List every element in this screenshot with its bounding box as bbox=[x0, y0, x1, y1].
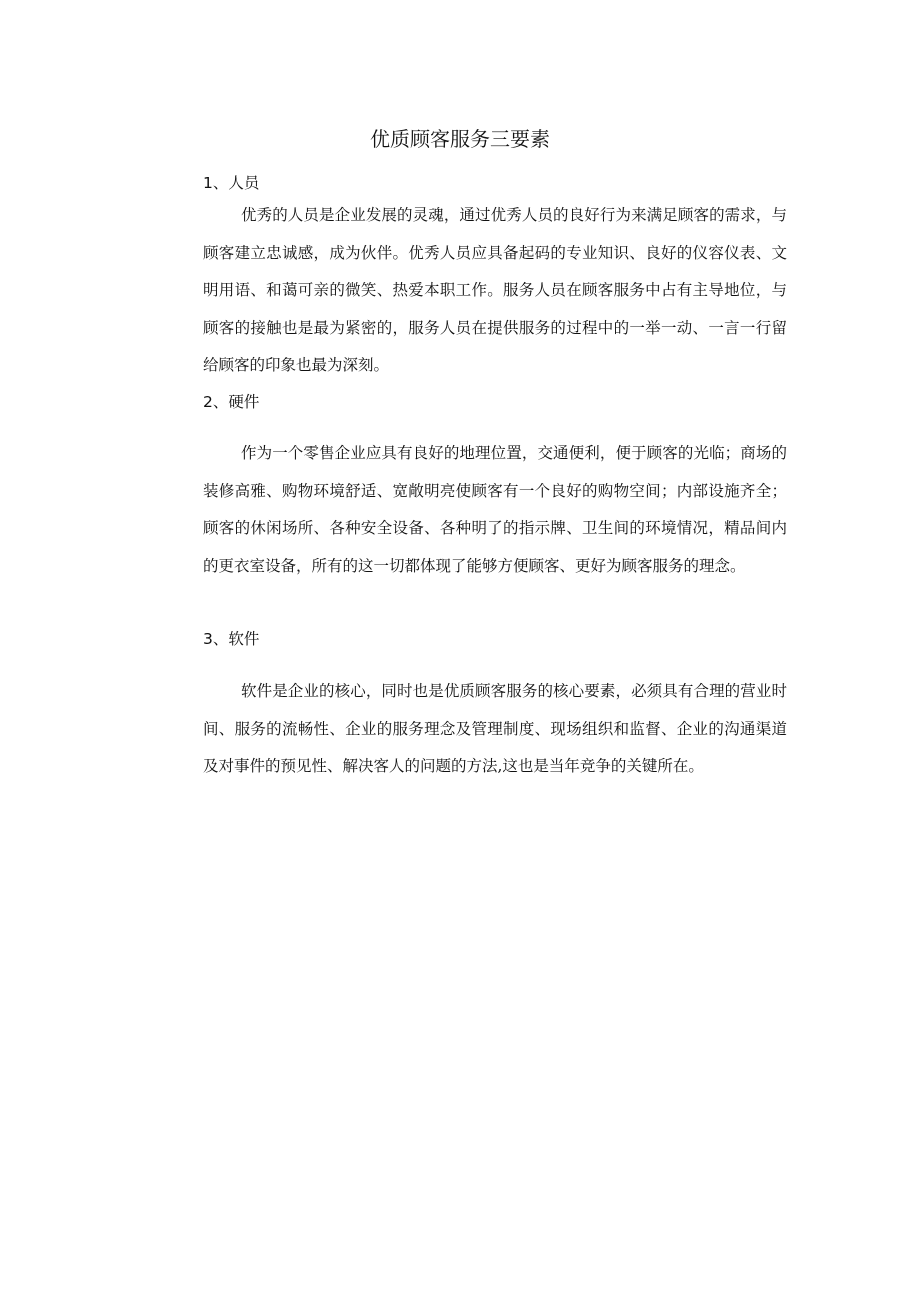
section-heading-hardware: 2、硬件 bbox=[203, 393, 260, 411]
section-heading-personnel: 1、人员 bbox=[203, 174, 260, 192]
document-title: 优质顾客服务三要素 bbox=[370, 127, 550, 151]
section-body-personnel: 优秀的人员是企业发展的灵魂，通过优秀人员的良好行为来满足顾客的需求，与顾客建立忠诚感，成为伙伴。优秀人员应具备起码的专业知识、良好的仪容仪表、文明用语、和蔼可亲的微笑、热爱本职工作。服务人员在顾客服务中占有主导地位，与顾客的接触也是最为紧密的，服务人员在提供服务的过程中的一举一动、一言一行留给顾客的印象也最为深刻。 bbox=[203, 206, 787, 374]
section-body-hardware: 作为一个零售企业应具有良好的地理位置，交通便利，便于顾客的光临；商场的装修高雅、购物环境舒适、宽敞明亮使顾客有一个良好的购物空间；内部设施齐全；顾客的休闲场所、各种安全设备、各种明了的指示牌、卫生间的环境情况，精品间内的更衣室设备，所有的这一切都体现了能够方便顾客、更好为顾客服务的理念。 bbox=[203, 444, 787, 575]
section-heading-software: 3、软件 bbox=[203, 630, 260, 648]
section-body-software: 软件是企业的核心，同时也是优质顾客服务的核心要素，必须具有合理的营业时间、服务的流畅性、企业的服务理念及管理制度、现场组织和监督、企业的沟通渠道及对事件的预见性、解决客人的问题的方法,这也是当年竞争的关键所在。 bbox=[203, 682, 787, 775]
